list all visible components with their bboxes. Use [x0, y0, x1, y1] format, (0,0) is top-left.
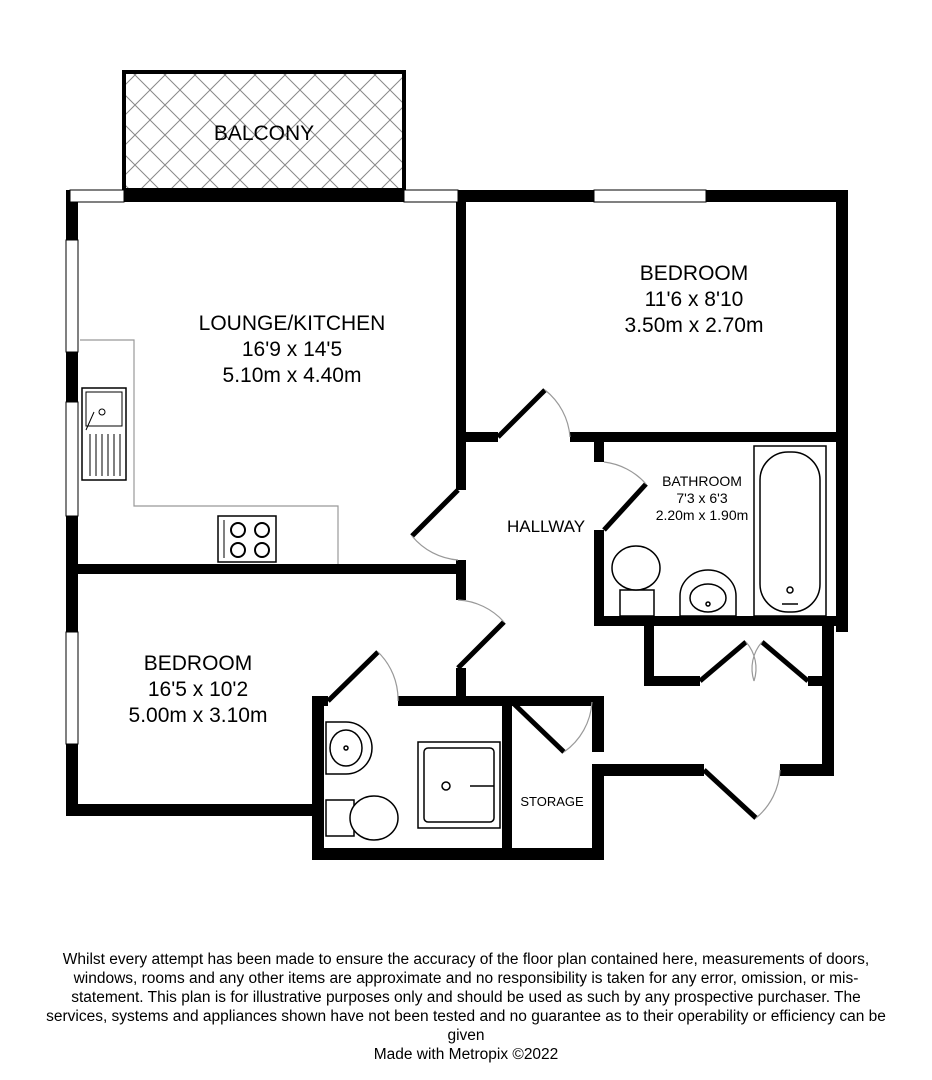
shower-icon [418, 742, 500, 828]
toilet-icon [612, 546, 660, 616]
bedroom-2-name: BEDROOM [143, 652, 253, 675]
bedroom-1-metric: 3.50m x 2.70m [624, 314, 764, 337]
bathroom-imperial: 7'3 x 6'3 [676, 490, 728, 506]
bedroom-1-name: BEDROOM [639, 262, 749, 285]
bedroom-2-imperial: 16'5 x 10'2 [147, 678, 249, 701]
balcony-label: BALCONY [213, 122, 315, 145]
toilet-icon [326, 796, 398, 840]
lounge-kitchen-imperial: 16'9 x 14'5 [241, 338, 343, 361]
basin-icon [326, 722, 372, 774]
bedroom-2-metric: 5.00m x 3.10m [128, 704, 268, 727]
credit-text: Made with Metropix ©2022 [373, 1046, 559, 1063]
hallway-label: HALLWAY [506, 517, 586, 536]
disclaimer [40, 950, 892, 1064]
lounge-kitchen-metric: 5.10m x 4.40m [222, 364, 362, 387]
basin-icon [680, 570, 736, 616]
bathroom-name: BATHROOM [662, 473, 742, 489]
lounge-kitchen-name: LOUNGE/KITCHEN [198, 312, 386, 335]
hob-icon [218, 516, 276, 562]
bathroom-fixtures [612, 446, 826, 616]
bedroom-1-imperial: 11'6 x 8'10 [644, 288, 744, 311]
bathroom-metric: 2.20m x 1.90m [655, 507, 749, 523]
disclaimer-text: Whilst every attempt has been made to ensure the accuracy of the floor plan contained here, measurements of doors, windows, rooms and any other items are approximate and no responsibility is taken for any error, omission, or mis-statement. This plan is for illustrative purposes only and should be used as such by any prospective purchaser. The services, systems and appliances shown have not been tested and no guarantee as to their operability or efficiency can be given [46, 951, 886, 1044]
bath-icon [754, 446, 826, 616]
ensuite-fixtures [326, 722, 500, 840]
storage-label: STORAGE [520, 794, 584, 809]
sink-icon [82, 388, 126, 480]
